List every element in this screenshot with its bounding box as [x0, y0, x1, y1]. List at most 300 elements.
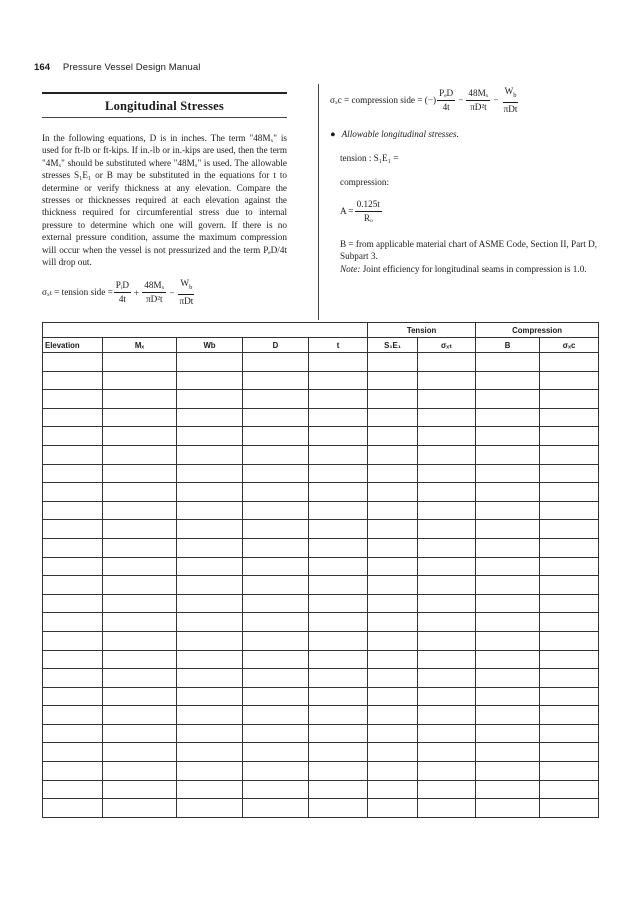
table-cell[interactable]	[309, 353, 368, 372]
table-cell[interactable]	[540, 762, 599, 781]
table-cell[interactable]	[309, 557, 368, 576]
table-cell[interactable]	[540, 353, 599, 372]
table-cell[interactable]	[540, 650, 599, 669]
b-definition: B = from applicable material chart of ASME Code, Section II, Part D, Subpart 3.	[340, 238, 598, 262]
tension-eq-t1-den: 4t	[118, 294, 126, 305]
table-cell[interactable]	[368, 799, 418, 818]
table-cell[interactable]	[368, 576, 418, 595]
table-cell[interactable]	[243, 390, 309, 409]
compression-eq-t2-den: πD²t	[470, 101, 487, 112]
table-cell[interactable]	[103, 594, 177, 613]
column-divider	[318, 84, 319, 320]
table-cell[interactable]	[243, 408, 309, 427]
table-cell[interactable]	[368, 631, 418, 650]
tension-eq-t3-num-sub: b	[189, 284, 193, 292]
table-cell[interactable]	[418, 390, 476, 409]
table-cell[interactable]	[309, 371, 368, 390]
tension-eq-term-3	[177, 278, 195, 307]
table-cell[interactable]	[476, 408, 540, 427]
table-cell[interactable]	[476, 687, 540, 706]
compression-eq-t1-num: PₑD	[437, 88, 455, 101]
table-cell[interactable]	[476, 464, 540, 483]
col-header-mx: Mₓ	[103, 338, 177, 353]
table-cell[interactable]	[418, 724, 476, 743]
table-cell[interactable]	[540, 576, 599, 595]
table-cell[interactable]	[418, 538, 476, 557]
table-cell[interactable]	[103, 538, 177, 557]
tension-equation	[42, 278, 287, 307]
table-cell[interactable]	[43, 483, 103, 502]
table-cell[interactable]	[177, 371, 243, 390]
table-cell[interactable]	[243, 706, 309, 725]
tension-eq-t3-num	[178, 278, 194, 295]
table-cell[interactable]	[243, 650, 309, 669]
b-definition-block	[340, 238, 602, 275]
table-cell[interactable]	[103, 687, 177, 706]
section-title-box	[42, 92, 287, 118]
table-cell[interactable]	[418, 687, 476, 706]
table-cell[interactable]	[418, 743, 476, 762]
table-cell[interactable]	[177, 650, 243, 669]
table-cell[interactable]	[309, 669, 368, 688]
table-cell[interactable]	[540, 687, 599, 706]
table-cell[interactable]	[103, 650, 177, 669]
table-cell[interactable]	[103, 706, 177, 725]
table-row	[43, 687, 599, 706]
compression-eq-term-3	[502, 86, 520, 115]
table-cell[interactable]	[43, 538, 103, 557]
table-cell[interactable]	[43, 669, 103, 688]
table-cell[interactable]	[476, 520, 540, 539]
table-cell[interactable]	[418, 613, 476, 632]
table-cell[interactable]	[177, 464, 243, 483]
table-cell[interactable]	[368, 743, 418, 762]
table-cell[interactable]	[103, 371, 177, 390]
table-cell[interactable]	[43, 427, 103, 446]
table-cell[interactable]	[368, 706, 418, 725]
table-cell[interactable]	[177, 538, 243, 557]
table-cell[interactable]	[540, 520, 599, 539]
table-cell[interactable]	[43, 445, 103, 464]
table-cell[interactable]	[368, 408, 418, 427]
table-cell[interactable]	[309, 613, 368, 632]
tension-eq-t2-num: 48Mₓ	[142, 280, 166, 293]
table-cell[interactable]	[309, 408, 368, 427]
table-row	[43, 799, 599, 818]
table-cell[interactable]	[309, 520, 368, 539]
table-cell[interactable]	[103, 408, 177, 427]
table-cell[interactable]	[43, 501, 103, 520]
table-cell[interactable]	[476, 631, 540, 650]
table-cell[interactable]	[243, 613, 309, 632]
col-header-sigma-xc: σₓc	[540, 338, 599, 353]
tension-eq-t3-num-base: W	[180, 278, 190, 289]
table-cell[interactable]	[177, 780, 243, 799]
table-cell[interactable]	[540, 408, 599, 427]
table-cell[interactable]	[418, 706, 476, 725]
table-cell[interactable]	[540, 743, 599, 762]
body-paragraph: In the following equations, D is in inches. The term "48Mₓ" is used for ft-lb or ft-kips. If in.-lb or in.-kips are used, then the term "4Mₓ" should be substituted where "48Mₓ" is used. The allowable stresses S₁E₁ or B may be substituted in the equations for t to determine or verify thickness at any elevation. Compare the stresses or thicknesses required at each elevation against the thickness required for circumferential stress due to internal pressure to determine which one will govern. If there is no external pressure condition, assume the maximum compression will occur when the vessel is not pressurized and the term PₑD/4t will drop out.	[42, 133, 287, 268]
table-cell[interactable]	[43, 613, 103, 632]
table-cell[interactable]	[243, 724, 309, 743]
compression-eq-lhs: σₓc = compression side = (−)	[330, 95, 437, 106]
table-cell[interactable]	[177, 445, 243, 464]
table-cell[interactable]	[103, 464, 177, 483]
table-group-row	[43, 323, 599, 338]
table-cell[interactable]	[368, 371, 418, 390]
table-cell[interactable]	[309, 390, 368, 409]
section-title: Longitudinal Stresses	[105, 99, 224, 113]
table-row	[43, 445, 599, 464]
table-cell[interactable]	[476, 650, 540, 669]
table-cell[interactable]	[177, 390, 243, 409]
table-cell[interactable]	[368, 501, 418, 520]
table-cell[interactable]	[43, 371, 103, 390]
table-row	[43, 390, 599, 409]
table-cell[interactable]	[476, 743, 540, 762]
tension-eq-term-1	[114, 280, 131, 305]
table-cell[interactable]	[476, 706, 540, 725]
table-cell[interactable]	[309, 799, 368, 818]
tension-eq-t2-den: πD²t	[145, 294, 163, 305]
table-cell[interactable]	[309, 650, 368, 669]
table-cell[interactable]	[418, 576, 476, 595]
table-cell[interactable]	[418, 408, 476, 427]
table-cell[interactable]	[418, 501, 476, 520]
table-cell[interactable]	[177, 799, 243, 818]
tension-eq-op-1: +	[134, 287, 140, 298]
table-row	[43, 353, 599, 372]
table-cell[interactable]	[540, 706, 599, 725]
table-cell[interactable]	[418, 650, 476, 669]
table-cell[interactable]	[418, 464, 476, 483]
table-cell[interactable]	[476, 445, 540, 464]
table-cell[interactable]	[243, 743, 309, 762]
table-cell[interactable]	[476, 780, 540, 799]
table-cell[interactable]	[309, 780, 368, 799]
table-cell[interactable]	[43, 520, 103, 539]
compression-allowable: compression:	[340, 176, 389, 187]
table-cell[interactable]	[43, 706, 103, 725]
table-cell[interactable]	[103, 445, 177, 464]
table-group-blank	[43, 323, 368, 338]
table-cell[interactable]	[418, 631, 476, 650]
table-cell[interactable]	[368, 650, 418, 669]
table-cell[interactable]	[540, 780, 599, 799]
table-cell[interactable]	[103, 353, 177, 372]
tension-eq-t1-num: PᵢD	[114, 280, 131, 293]
table-cell[interactable]	[309, 483, 368, 502]
allowable-stresses-heading	[330, 129, 602, 139]
table-cell[interactable]	[43, 557, 103, 576]
table-cell[interactable]	[103, 724, 177, 743]
table-cell[interactable]	[243, 371, 309, 390]
table-cell[interactable]	[309, 464, 368, 483]
table-row	[43, 706, 599, 725]
compression-eq-t3-num-sub: b	[513, 91, 517, 99]
table-cell[interactable]	[418, 557, 476, 576]
table-cell[interactable]	[368, 762, 418, 781]
table-cell[interactable]	[177, 557, 243, 576]
page-number: 164	[34, 62, 51, 73]
table-cell[interactable]	[243, 669, 309, 688]
table-cell[interactable]	[177, 724, 243, 743]
compression-group-header: Compression	[476, 323, 599, 338]
table-cell[interactable]	[418, 427, 476, 446]
table-cell[interactable]	[243, 594, 309, 613]
table-cell[interactable]	[103, 501, 177, 520]
table-cell[interactable]	[476, 799, 540, 818]
table-cell[interactable]	[177, 501, 243, 520]
table-cell[interactable]	[243, 427, 309, 446]
table-cell[interactable]	[309, 631, 368, 650]
table-cell[interactable]	[177, 594, 243, 613]
compression-eq-term-1	[437, 88, 455, 113]
table-cell[interactable]	[540, 427, 599, 446]
table-cell[interactable]	[103, 669, 177, 688]
table-cell[interactable]	[476, 557, 540, 576]
table-cell[interactable]	[43, 743, 103, 762]
table-cell[interactable]	[540, 557, 599, 576]
table-cell[interactable]	[476, 427, 540, 446]
table-cell[interactable]	[418, 762, 476, 781]
table-cell[interactable]	[368, 353, 418, 372]
table-row	[43, 483, 599, 502]
table-cell[interactable]	[177, 408, 243, 427]
col-header-sigma-xt: σₓₜ	[418, 338, 476, 353]
page-header	[34, 62, 200, 73]
table-cell[interactable]	[103, 743, 177, 762]
table-cell[interactable]	[476, 390, 540, 409]
table-cell[interactable]	[368, 613, 418, 632]
table-cell[interactable]	[177, 669, 243, 688]
table-cell[interactable]	[243, 576, 309, 595]
table-cell[interactable]	[309, 687, 368, 706]
right-column	[330, 86, 602, 275]
table-cell[interactable]	[177, 520, 243, 539]
table-cell[interactable]	[540, 669, 599, 688]
table-row	[43, 538, 599, 557]
table-cell[interactable]	[309, 538, 368, 557]
table-cell[interactable]	[43, 464, 103, 483]
table-row	[43, 594, 599, 613]
table-cell[interactable]	[418, 799, 476, 818]
table-cell[interactable]	[540, 594, 599, 613]
table-cell[interactable]	[177, 762, 243, 781]
table-cell[interactable]	[418, 669, 476, 688]
note-label: Note:	[340, 263, 361, 274]
table-cell[interactable]	[368, 427, 418, 446]
table-cell[interactable]	[368, 780, 418, 799]
table-cell[interactable]	[103, 799, 177, 818]
tension-eq-op-2: −	[169, 287, 175, 298]
a-equation	[340, 199, 602, 224]
table-cell[interactable]	[368, 464, 418, 483]
table-cell[interactable]	[103, 762, 177, 781]
compression-eq-t3-num	[503, 86, 519, 103]
table-cell[interactable]	[476, 762, 540, 781]
table-cell[interactable]	[103, 483, 177, 502]
table-cell[interactable]	[43, 390, 103, 409]
table-cell[interactable]	[243, 483, 309, 502]
table-cell[interactable]	[476, 594, 540, 613]
table-row	[43, 408, 599, 427]
table-body	[43, 353, 599, 818]
table-cell[interactable]	[103, 520, 177, 539]
table-cell[interactable]	[43, 631, 103, 650]
table-cell[interactable]	[476, 576, 540, 595]
table-cell[interactable]	[309, 427, 368, 446]
table-cell[interactable]	[418, 483, 476, 502]
compression-eq-t3-den: πDt	[503, 103, 518, 114]
table-cell[interactable]	[43, 353, 103, 372]
table-cell[interactable]	[368, 445, 418, 464]
table-cell[interactable]	[243, 353, 309, 372]
table-cell[interactable]	[476, 669, 540, 688]
table-cell[interactable]	[309, 743, 368, 762]
left-column	[42, 92, 287, 307]
table-cell[interactable]	[43, 576, 103, 595]
table-cell[interactable]	[418, 353, 476, 372]
table-cell[interactable]	[243, 687, 309, 706]
compression-equation	[330, 86, 602, 115]
table-cell[interactable]	[243, 631, 309, 650]
table-cell[interactable]	[309, 762, 368, 781]
table-cell[interactable]	[368, 724, 418, 743]
table-cell[interactable]	[476, 353, 540, 372]
table-cell[interactable]	[177, 613, 243, 632]
table-cell[interactable]	[418, 594, 476, 613]
compression-eq-op-1: −	[458, 95, 464, 106]
table-cell[interactable]	[309, 594, 368, 613]
compression-eq-t3-num-base: W	[504, 86, 514, 96]
compression-eq-term-2	[466, 88, 490, 113]
table-cell[interactable]	[43, 762, 103, 781]
table-cell[interactable]	[540, 464, 599, 483]
table-header-row	[43, 338, 599, 353]
table-cell[interactable]	[476, 538, 540, 557]
table-cell[interactable]	[309, 576, 368, 595]
table-cell[interactable]	[43, 780, 103, 799]
table-cell[interactable]	[368, 390, 418, 409]
table-row	[43, 427, 599, 446]
table-cell[interactable]	[243, 799, 309, 818]
table-row	[43, 613, 599, 632]
table-cell[interactable]	[177, 483, 243, 502]
table-cell[interactable]	[540, 538, 599, 557]
table-cell[interactable]	[540, 390, 599, 409]
table-cell[interactable]	[177, 687, 243, 706]
table-cell[interactable]	[103, 613, 177, 632]
table-cell[interactable]	[540, 445, 599, 464]
table-cell[interactable]	[368, 687, 418, 706]
table-cell[interactable]	[177, 576, 243, 595]
a-eq-lhs: A =	[340, 206, 354, 217]
table-cell[interactable]	[476, 613, 540, 632]
note-text: Joint efficiency for longitudinal seams in compression is 1.0.	[360, 263, 587, 274]
table-cell[interactable]	[177, 631, 243, 650]
table-cell[interactable]	[103, 631, 177, 650]
table-cell[interactable]	[103, 427, 177, 446]
table-cell[interactable]	[476, 371, 540, 390]
table-cell[interactable]	[243, 780, 309, 799]
table-cell[interactable]	[243, 762, 309, 781]
table-cell[interactable]	[309, 445, 368, 464]
table-row	[43, 464, 599, 483]
book-title: Pressure Vessel Design Manual	[62, 62, 201, 73]
table-cell[interactable]	[368, 557, 418, 576]
table-cell[interactable]	[540, 371, 599, 390]
table-cell[interactable]	[540, 501, 599, 520]
table-cell[interactable]	[368, 538, 418, 557]
table-cell[interactable]	[43, 799, 103, 818]
tension-eq-term-2	[142, 280, 166, 305]
table-cell[interactable]	[43, 650, 103, 669]
tension-allowable: tension : S₁E₁ =	[340, 152, 399, 163]
table-cell[interactable]	[243, 445, 309, 464]
table-cell[interactable]	[368, 669, 418, 688]
table-cell[interactable]	[243, 557, 309, 576]
col-header-b: B	[476, 338, 540, 353]
table-cell[interactable]	[418, 445, 476, 464]
table-cell[interactable]	[309, 724, 368, 743]
table-cell[interactable]	[103, 780, 177, 799]
table-cell[interactable]	[177, 353, 243, 372]
table-cell[interactable]	[540, 483, 599, 502]
table-cell[interactable]	[177, 743, 243, 762]
table-cell[interactable]	[309, 706, 368, 725]
table-cell[interactable]	[418, 371, 476, 390]
table-cell[interactable]	[103, 557, 177, 576]
stress-form-table	[42, 322, 599, 818]
table-cell[interactable]	[43, 724, 103, 743]
note-line	[340, 263, 602, 275]
table-cell[interactable]	[43, 687, 103, 706]
table-cell[interactable]	[540, 613, 599, 632]
table-cell[interactable]	[243, 464, 309, 483]
table-row	[43, 557, 599, 576]
table-cell[interactable]	[243, 501, 309, 520]
table-row	[43, 501, 599, 520]
table-cell[interactable]	[476, 501, 540, 520]
table-cell[interactable]	[540, 631, 599, 650]
table-cell[interactable]	[476, 724, 540, 743]
table-row	[43, 762, 599, 781]
table-cell[interactable]	[418, 780, 476, 799]
table-cell[interactable]	[309, 501, 368, 520]
bullet-icon: ●	[330, 128, 336, 139]
table-cell[interactable]	[43, 594, 103, 613]
a-eq-num: 0.125t	[355, 199, 382, 212]
table-cell[interactable]	[103, 576, 177, 595]
table-cell[interactable]	[177, 427, 243, 446]
table-cell[interactable]	[368, 483, 418, 502]
table-cell[interactable]	[243, 520, 309, 539]
table-cell[interactable]	[476, 483, 540, 502]
table-cell[interactable]	[103, 390, 177, 409]
table-cell[interactable]	[368, 594, 418, 613]
table-row	[43, 780, 599, 799]
table-cell[interactable]	[368, 520, 418, 539]
table-cell[interactable]	[177, 706, 243, 725]
table-cell[interactable]	[540, 724, 599, 743]
table-cell[interactable]	[418, 520, 476, 539]
col-header-wb: Wb	[177, 338, 243, 353]
table-cell[interactable]	[540, 799, 599, 818]
table-cell[interactable]	[243, 538, 309, 557]
table-cell[interactable]	[43, 408, 103, 427]
allowable-title: Allowable longitudinal stresses.	[341, 128, 459, 139]
